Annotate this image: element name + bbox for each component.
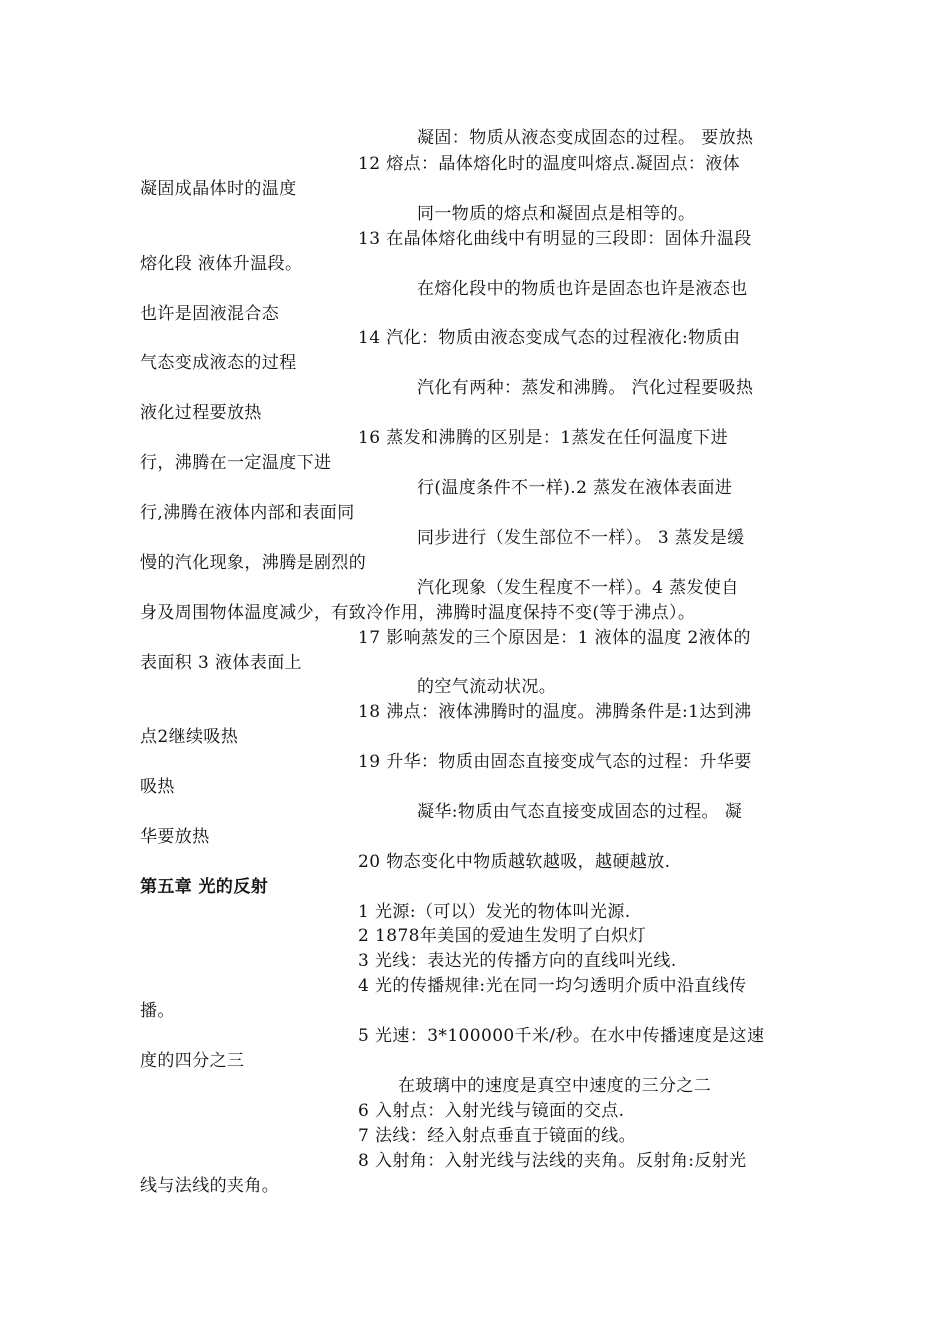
text-line: 身及周围物体温度减少，有致冷作用，沸腾时温度保持不变(等于沸点）。	[140, 603, 696, 623]
text-line: 17 影响蒸发的三个原因是：1 液体的温度 2液体的	[358, 628, 751, 648]
text-line: 在熔化段中的物质也许是固态也许是液态也	[417, 279, 748, 299]
text-line: 13 在晶体熔化曲线中有明显的三段即：固体升温段	[358, 229, 752, 249]
text-line: 行(温度条件不一样).2 蒸发在液体表面进	[417, 478, 733, 498]
text-line: 气态变成液态的过程	[140, 353, 297, 373]
text-line: 熔化段 液体升温段。	[140, 254, 303, 274]
text-line: 度的四分之三	[140, 1051, 245, 1071]
text-line: 16 蒸发和沸腾的区别是：1蒸发在任何温度下进	[358, 428, 729, 448]
text-line: 点2继续吸热	[140, 727, 239, 747]
text-line: 18 沸点：液体沸腾时的温度。沸腾条件是:1达到沸	[358, 702, 752, 722]
text-line: 汽化现象（发生程度不一样）。4 蒸发使自	[417, 578, 739, 598]
text-line: 慢的汽化现象，沸腾是剧烈的	[140, 553, 367, 573]
text-line: 播。	[140, 1001, 175, 1021]
text-line: 表面积 3 液体表面上	[140, 653, 303, 673]
text-line: 吸热	[140, 777, 175, 797]
text-line: 在玻璃中的速度是真空中速度的三分之二	[398, 1076, 712, 1096]
text-line: 液化过程要放热	[140, 403, 262, 423]
text-line: 的空气流动状况。	[417, 677, 557, 697]
text-line: 行，沸腾在一定温度下进	[140, 453, 332, 473]
text-line: 12 熔点：晶体熔化时的温度叫熔点.凝固点：液体	[358, 154, 741, 174]
text-line: 同一物质的熔点和凝固点是相等的。	[417, 204, 696, 224]
text-line: 华要放热	[140, 827, 210, 847]
text-line: 也许是固液混合态	[140, 304, 280, 324]
text-line: 6 入射点：入射光线与镜面的交点.	[358, 1101, 625, 1121]
chapter-heading: 第五章 光的反射	[140, 877, 269, 897]
text-line: 19 升华：物质由固态直接变成气态的过程：升华要	[358, 752, 752, 772]
text-line: 7 法线：经入射点垂直于镜面的线。	[358, 1126, 637, 1146]
text-line: 汽化有两种：蒸发和沸腾。 汽化过程要吸热	[417, 378, 754, 398]
text-line: 20 物态变化中物质越软越吸，越硬越放.	[358, 852, 671, 872]
text-line: 14 汽化：物质由液态变成气态的过程液化:物质由	[358, 328, 741, 348]
text-line: 行,沸腾在液体内部和表面同	[140, 503, 355, 523]
text-line: 线与法线的夹角。	[140, 1176, 280, 1196]
text-line: 凝固成晶体时的温度	[140, 179, 297, 199]
text-line: 同步进行（发生部位不一样）。 3 蒸发是缓	[417, 528, 745, 548]
text-line: 5 光速：3*100000千米/秒。在水中传播速度是这速	[358, 1026, 765, 1046]
text-line: 凝华:物质由气态直接变成固态的过程。 凝	[417, 802, 743, 822]
text-line: 凝固：物质从液态变成固态的过程。 要放热	[417, 128, 754, 148]
text-line: 2 1878年美国的爱迪生发明了白炽灯	[358, 926, 647, 946]
text-line: 8 入射角：入射光线与法线的夹角。反射角:反射光	[358, 1151, 747, 1171]
text-line: 3 光线：表达光的传播方向的直线叫光线.	[358, 951, 677, 971]
text-line: 4 光的传播规律:光在同一均匀透明介质中沿直线传	[358, 976, 747, 996]
text-line: 1 光源:（可以）发光的物体叫光源.	[358, 902, 631, 922]
